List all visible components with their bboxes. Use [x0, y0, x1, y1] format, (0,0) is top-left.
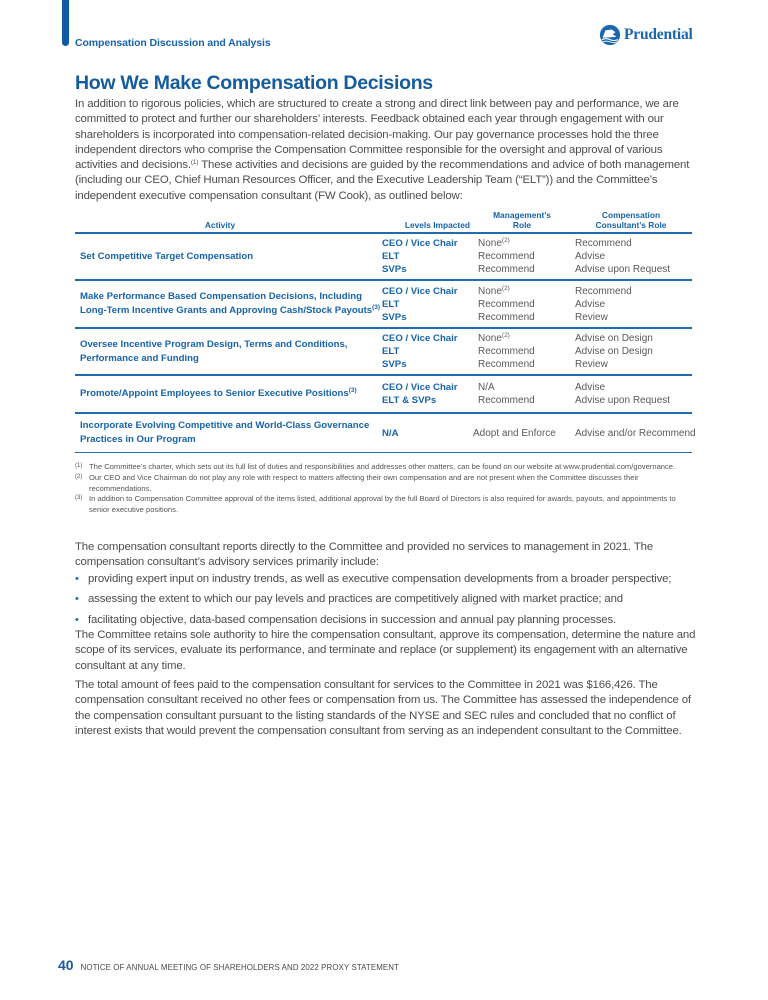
levels-cell: N/A	[382, 427, 399, 439]
footnote-ref: (1)	[190, 159, 199, 167]
footnotes	[75, 462, 695, 516]
footnote-3: (3) In addition to Compensation Committee approval of the items listed, additional approval by the full Board of Directors is also required for awards, payouts, and appointments to senior executive positions.	[75, 494, 676, 515]
header-consultant: Compensation Consultant’s Role	[595, 210, 667, 230]
rock-of-gibraltar-icon	[599, 24, 621, 46]
consultant-role-cell: Recommend Advise Advise upon Request	[575, 238, 671, 275]
consultant-paragraph: The compensation consultant reports directly to the Committee and provided no services to management in 2021. The compensation consultant’s advisory services primarily include:	[75, 541, 654, 569]
mgmt-role-cell: Adopt and Enforce	[473, 427, 556, 439]
logo-text: Prudential	[624, 26, 693, 43]
mgmt-role-cell: None$^{(2)}$ Recommend Recommend	[478, 332, 535, 370]
table-row	[75, 234, 692, 281]
mgmt-role-cell: N/A Recommend	[478, 382, 535, 406]
levels-cell: CEO / Vice Chair ELT SVPs	[382, 285, 458, 323]
header-levels: Levels Impacted	[404, 220, 470, 230]
levels-cell: CEO / Vice Chair ELT & SVPs	[382, 382, 458, 406]
intro-text-1: In addition to rigorous policies, which are structured to create a strong and direct link between pay and performance, we are committed to protect and further our shareholders’ interests. Feedback obtained each year through engagement with our shareholders is incorporated into compensation-related decision-making. Our pay governance processes hold the three independent directors who comprise the Compensation Committee responsible for the oversight and approval of various activities and decisions.	[75, 98, 679, 172]
list-item: • assessing the extent to which our pay levels and practices are competitively aligned with market practice; and	[75, 592, 700, 607]
levels-cell: CEO / Vice Chair ELT SVPs	[382, 238, 458, 275]
bullet-icon: •	[75, 593, 79, 606]
mgmt-role-cell: None$^{(2)}$ Recommend Recommend	[478, 237, 535, 275]
header-activity: Activity	[204, 220, 236, 230]
header-mgmt: Management’s Role	[493, 210, 551, 230]
footnote-1: (1) The Committee’s charter, which sets out its full list of duties and responsibilities and addresses other matters, can be found on our website at www.prudential.com/governance.	[75, 462, 676, 471]
consultant-role-cell: Advise on Design Advise on Design Review	[575, 333, 653, 370]
table-header	[75, 212, 692, 234]
table-row	[75, 281, 692, 329]
page-number: 40	[58, 957, 74, 973]
consultant-role-cell: Advise Advise upon Request	[575, 382, 671, 406]
levels-cell: CEO / Vice Chair ELT SVPs	[382, 333, 458, 370]
section-label: Compensation Discussion and Analysis	[75, 37, 271, 49]
intro-text-2: These activities and decisions are guided by the recommendations and advice of both management (including our CEO, Chief Human Resources Officer, and the Executive Leadership Team (“ELT”)) and the Committee’s independent executive compensation consultant (FW Cook), as outlined below:	[75, 159, 690, 202]
activity-cell: Set Competitive Target Compensation	[80, 250, 254, 262]
page-title: How We Make Compensation Decisions	[75, 72, 433, 94]
footnote-2: (2) Our CEO and Vice Chairman do not play any role with respect to matters affecting their own compensation and are not present when the Committee discusses their recommendations.	[75, 472, 639, 493]
activity-cell: Incorporate Evolving Competitive and World-Class Governance Practices in Our Program	[80, 420, 370, 445]
table-row	[75, 329, 692, 376]
bullet-icon: •	[75, 573, 79, 585]
authority-paragraph: The Committee retains sole authority to hire the compensation consultant, approve its compensation, determine the nature and scope of its services, evaluate its performance, and terminate and replace (or supplement) its engagement with an alternative consultant at any time.	[75, 629, 696, 672]
consultant-role-cell: Recommend Advise Review	[575, 285, 632, 323]
decision-table	[75, 210, 696, 453]
prudential-logo	[599, 24, 693, 46]
bullet-icon: •	[75, 613, 79, 626]
list-item: • facilitating objective, data-based compensation decisions in succession and annual pay planning processes.	[75, 613, 700, 628]
table-row	[75, 376, 692, 414]
activity-cell: Make Performance Based Compensation Decisions, Including Long-Term Incentive Grants and Approving Cash/Stock Payouts$^{(3)}$	[80, 291, 381, 316]
mgmt-role-cell: None$^{(2)}$ Recommend Recommend	[478, 284, 535, 323]
activity-cell: Promote/Appoint Employees to Senior Executive Positions$^{(3)}$	[80, 387, 357, 399]
intro-paragraph	[75, 97, 700, 204]
consultant-role-cell: Advise and/or Recommend	[575, 427, 696, 439]
page-footer	[58, 957, 399, 973]
table-row	[75, 414, 696, 453]
accent-bar	[62, 0, 69, 46]
services-list	[75, 572, 700, 633]
footer-text: NOTICE OF ANNUAL MEETING OF SHAREHOLDERS AND 2022 PROXY STATEMENT	[80, 963, 399, 972]
fees-paragraph: The total amount of fees paid to the compensation consultant for services to the Committee in 2021 was $166,426. The compensation consultant received no other fees or compensation from us. The Committee has assessed the independence of the compensation consultant pursuant to the listing standards of the NYSE and SEC rules and concluded that no conflict of interest exists that would prevent the compensation consultant from serving as an independent consultant to the Committee.	[75, 679, 691, 737]
list-item: • providing expert input on industry trends, as well as executive compensation developments from a broader perspective;	[75, 572, 700, 587]
activity-cell: Oversee Incentive Program Design, Terms and Conditions, Performance and Funding	[80, 338, 348, 364]
